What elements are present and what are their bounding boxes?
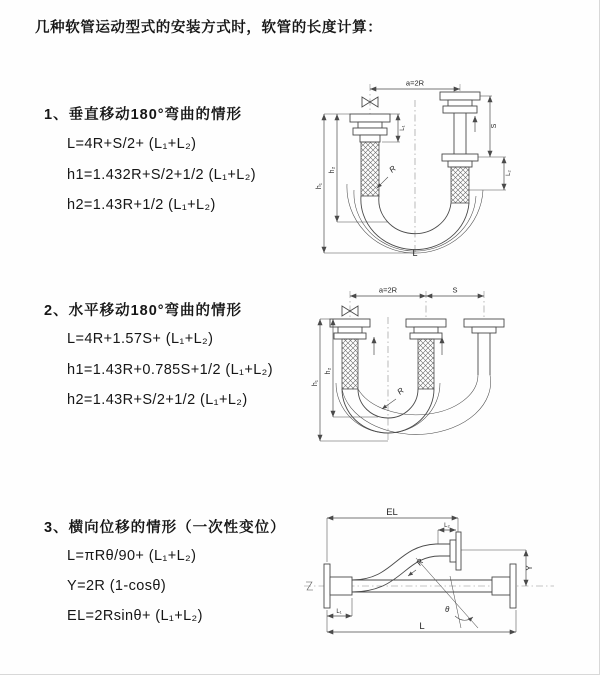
middle-braided-hose — [418, 339, 434, 389]
dim-label-l2: L₂ — [506, 170, 512, 176]
right-braided-hose — [451, 167, 469, 203]
right-flange-on-axis — [492, 564, 516, 608]
left-flange — [330, 319, 370, 339]
angle-label: θ — [445, 605, 450, 614]
angle-reference-line — [450, 576, 461, 628]
section-3-formula-y: Y=2R (1-cosθ) — [67, 578, 167, 594]
dim-label-a2r: a=2R — [378, 285, 398, 295]
left-braided-hose — [342, 339, 358, 389]
raised-flange — [450, 532, 461, 570]
radius-label: R — [387, 163, 398, 175]
section-2-heading: 2、水平移动180°弯曲的情形 — [44, 303, 243, 319]
dim-label-h2: h₂ — [329, 166, 336, 174]
hose-arc-position-2-outer — [342, 375, 491, 434]
section-3-formula-el: EL=2Rsinθ+ (L₁+L₂) — [67, 608, 203, 624]
angle-radius-line — [416, 558, 478, 628]
section-1-heading: 1、垂直移动180°弯曲的情形 — [44, 107, 243, 123]
page-title: 几种软管运动型式的安装方式时，软管的长度计算： — [35, 20, 383, 36]
curved-hose-wall-inner — [352, 556, 456, 592]
right-flange — [464, 319, 504, 333]
diagram-horizontal-180-bend — [308, 283, 526, 451]
dim-label-l2: L₂ — [444, 523, 450, 529]
radius-label: R — [414, 557, 426, 568]
curved-hose-wall-outer — [352, 544, 456, 580]
dim-label-a2r: a=2R — [405, 78, 425, 88]
section-1-formula-h1: h1=1.432R+S/2+1/2 (L₁+L₂) — [67, 167, 257, 183]
diagram-lateral-displacement — [298, 506, 560, 648]
section-2-formula-h2: h2=1.43R+S/2+1/2 (L₁+L₂) — [67, 392, 248, 408]
radius-arrow — [382, 399, 396, 409]
dim-label-l: L — [419, 621, 425, 632]
section-1-formula-l: L=4R+S/2+ (L₁+L₂) — [67, 136, 197, 152]
dim-label-y: Y — [525, 565, 534, 571]
diagram-vertical-180-bend-svg — [308, 70, 526, 258]
diagram-lateral-displacement-svg — [298, 506, 560, 648]
dim-label-l1: L₁ — [400, 125, 406, 131]
dim-label-h2: h₂ — [325, 367, 332, 375]
dim-label-h1: h₁ — [312, 379, 319, 387]
left-flange — [350, 114, 390, 142]
radius-arrow — [408, 570, 416, 576]
right-flange-upper — [440, 92, 480, 113]
section-3-formula-l: L=πRθ/90+ (L₁+L₂) — [67, 548, 197, 564]
left-flange — [324, 564, 352, 608]
dim-label-h1: h₁ — [316, 182, 323, 190]
dim-label-s: S — [491, 123, 498, 129]
middle-flange — [406, 319, 446, 339]
radius-label: R — [395, 385, 406, 397]
diagram-horizontal-180-bend-svg — [308, 283, 526, 451]
right-flange-lower — [442, 154, 478, 167]
diagram-vertical-180-bend — [308, 70, 526, 258]
section-3-heading: 3、横向位移的情形（一次性变位） — [44, 520, 286, 536]
section-2-formula-l: L=4R+1.57S+ (L₁+L₂) — [67, 331, 214, 347]
dim-label-s: S — [452, 285, 458, 295]
dim-label-l: L — [412, 248, 418, 258]
section-2-formula-h1: h1=1.43R+0.785S+1/2 (L₁+L₂) — [67, 362, 273, 378]
dim-label-l1: L₁ — [336, 609, 342, 615]
section-1-formula-h2: h2=1.43R+1/2 (L₁+L₂) — [67, 197, 216, 213]
dim-label-el: EL — [386, 507, 398, 518]
left-braided-hose — [361, 142, 379, 196]
